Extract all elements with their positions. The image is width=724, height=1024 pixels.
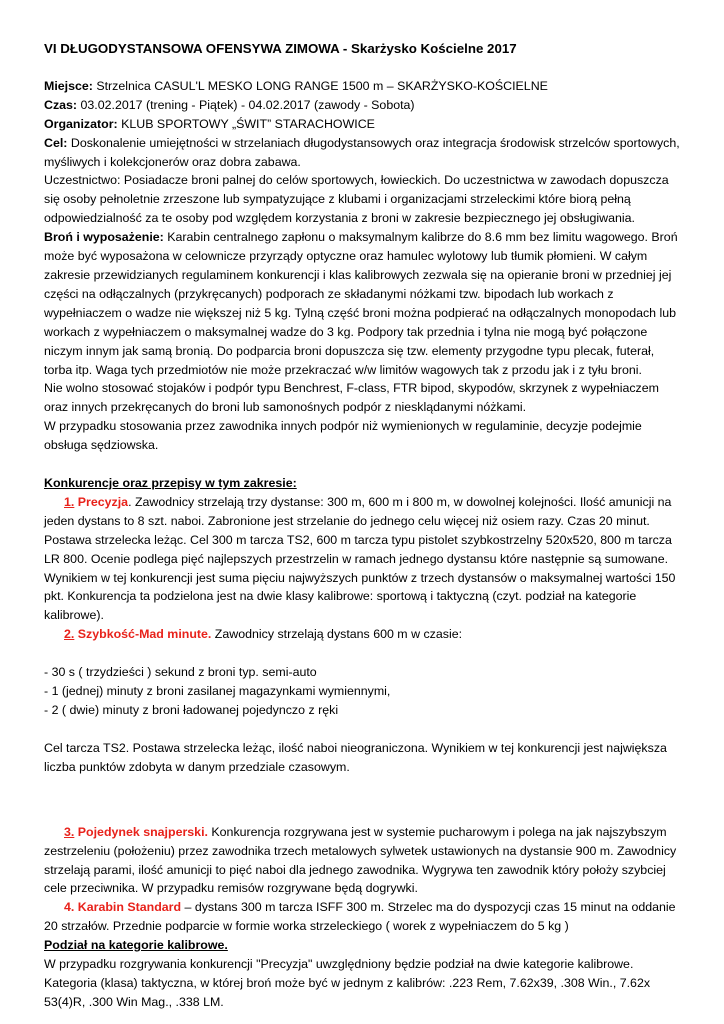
bron-paragraph xyxy=(44,228,680,379)
k4-name: Karabin Standard xyxy=(74,900,182,915)
organizator-label: Organizator: xyxy=(44,116,118,131)
podzial-paragraph: W przypadku rozgrywania konkurencji "Precyzja" uwzględniony będzie podział na dwie kategorie kalibrowe. Kategoria (klasa) taktyczna, w której broń może być w jednym z kalibrów: .223 Rem, 7.62x39, .308 Win., 7.62x 53(4)R, .300 Win Mag., .338 LM. xyxy=(44,957,651,1009)
spacer xyxy=(44,720,680,739)
k2-list-item: - 30 s ( trzydzieści ) sekund z broni typ. semi-auto xyxy=(44,665,317,680)
k4-number: 4. xyxy=(64,900,75,915)
k2-footer: Cel tarcza TS2. Postawa strzelecka leżąc, ilość naboi nieograniczona. Wynikiem w tej konkurencji jest największa liczba punktów zdobyta w danym przedziale czasowym. xyxy=(44,740,667,774)
document-title: VI DŁUGODYSTANSOWA OFENSYWA ZIMOWA - Skarżysko Kościelne 2017 xyxy=(44,41,517,56)
k1-name: Precyzja xyxy=(74,494,129,509)
nie-wolno-paragraph: Nie wolno stosować stojaków i podpór typu Benchrest, F-class, FTR bipod, skypodów, skrzynek z wypełniaczem oraz innych przekręcanych do broni lub samonośnych podpór z niesklądanymi nóżkami. xyxy=(44,381,659,415)
konkurencja-2 xyxy=(44,625,680,644)
k3-text: Konkurencja rozgrywana jest w systemie pucharowym i polega na jak najszybszym zestrzeleniu (położeniu) przez zawodnika trzech metalowych sylwetek ustawionych na dystansie 900 m. Zawodnicy strzelają parami, ilość amunicji to pięć naboi dla jednego zawodnika. Wygrywa ten zawodnik który położy szybciej cele przeciwnika. W przypadku remisów rozgrywane będą dogrywki. xyxy=(44,824,677,896)
k3-number: 3. xyxy=(64,824,75,839)
miejsce-line xyxy=(44,77,680,96)
podzial-heading: Podział na kategorie kalibrowe. xyxy=(44,938,228,953)
cel-value: Doskonalenie umiejętności w strzelaniach długodystansowych oraz integracja środowisk strzelców sportowych, myśliwych i kolekcjonerów oraz dobra zabawa. xyxy=(44,135,680,169)
konkurencja-1 xyxy=(44,493,680,625)
konkurencje-heading: Konkurencje oraz przepisy w tym zakresie: xyxy=(44,476,297,491)
czas-value: 03.02.2017 (trening - Piątek) - 04.02.2017 (zawody - Sobota) xyxy=(77,97,415,112)
organizator-line xyxy=(44,115,680,134)
cel-paragraph xyxy=(44,134,680,172)
spacer xyxy=(44,777,680,804)
k2-text: Zawodnicy strzelają dystans 600 m w czasie: xyxy=(211,627,463,642)
bron-value: Karabin centralnego zapłonu o maksymalnym kalibrze do 8.6 mm bez limitu wagowego. Broń może być wyposażona w celownicze przyrządy optyczne oraz hamulec wylotowy lub tłumik płomieni. W całym zakresie przewidzianych regulaminem konkurencji i klas kalibrowych zezwala się na opieranie broni w przedniej jej części na odłączalnych (przykręcanych) podporach ze składanymi nóżkami tzw. bipodach lub workach z wypełniaczem o wadze nie większej niż 5 kg. Tylną część broni można podpierać na odłączalnych monopodach lub workach z wypełniaczem o maksymalnej wadze do 3 kg. Podpory tak przednia i tylna nie mogą być połączone niczym innym jak samą bronią. Do podparcia broni dopuszcza się tzw. elementy przygodne typu plecak, futerał, torba itp. Waga tych przedmiotów nie może przekraczać w/w limitów wagowych tak z przodu jak i z tyłu broni. xyxy=(44,230,678,377)
miejsce-label: Miejsce: xyxy=(44,78,93,93)
k2-list-item: - 2 ( dwie) minuty z broni ładowanej pojedynczo z ręki xyxy=(44,703,339,717)
w-przypadku-paragraph: W przypadku stosowania przez zawodnika innych podpór niż wymienionych w regulaminie, decyzje podejmie obsługa sędziowska. xyxy=(44,419,642,453)
uczestnictwo-paragraph: Uczestnictwo: Posiadacze broni palnej do celów sportowych, łowieckich. Do uczestnictwa w zawodach dopuszcza się osoby pełnoletnie zrzeszone lub sympatyzujące z klubami i organizacjami strzeleckimi które biorą pełną odpowiedzialność za te osoby pod względem korzystania z broni w zakresie bezpiecznego jej obsługiwania. xyxy=(44,173,669,226)
cel-label: Cel: xyxy=(44,135,68,150)
konkurencja-4 xyxy=(44,898,680,936)
k2-list-item: - 1 (jednej) minuty z broni zasilanej magazynkami wymiennymi, xyxy=(44,684,391,699)
k4-text: – dystans 300 m tarcza ISFF 300 m. Strzelec ma do dyspozycji czas 15 minut na oddanie 20 strzałów. Przednie podparcie w formie worka strzeleckiego ( worek z wypełniaczem do 5 kg ) xyxy=(44,900,676,934)
k3-name: Pojedynek snajperski. xyxy=(74,824,208,839)
miejsce-value: Strzelnica CASUL'L MESKO LONG RANGE 1500 m – SKARŻYSKO-KOŚCIELNE xyxy=(92,78,548,93)
czas-label: Czas: xyxy=(44,97,78,112)
k2-number: 2. xyxy=(64,627,75,642)
spacer xyxy=(44,804,680,823)
k1-number: 1. xyxy=(64,494,75,509)
k1-text: . Zawodnicy strzelają trzy dystanse: 300 m, 600 m i 800 m, w dowolnej kolejności. Ilość amunicji na jeden dystans to 8 szt. naboi. Zabronione jest strzelanie do jednego celu więcej niż osiem razy. Czas 20 minut. Postawa strzelecka leżąc. Cel 300 m tarcza TS2, 600 m tarcza typu pistolet szybkostrzelny 520x520, 800 m tarcza LR 800. Ocenie podlega pięć najlepszych przestrzelin w ramach jednego dystansu które następnie są sumowane. Wynikiem w tej konkurencji jest suma pięciu najwyższych punktów z trzech dystansów o maksymalnej wartości 150 pkt. Konkurencja ta podzielona jest na dwie klasy kalibrowe: sportową i taktyczną (czyt. podział na kategorie kalibrowe). xyxy=(44,494,676,623)
spacer xyxy=(44,644,680,663)
spacer xyxy=(44,455,680,474)
czas-line xyxy=(44,96,680,115)
bron-label: Broń i wyposażenie: xyxy=(44,230,164,245)
organizator-value: KLUB SPORTOWY „ŚWIT” STARACHOWICE xyxy=(117,116,375,131)
konkurencja-3 xyxy=(44,823,680,899)
k2-name: Szybkość-Mad minute. xyxy=(74,627,212,642)
